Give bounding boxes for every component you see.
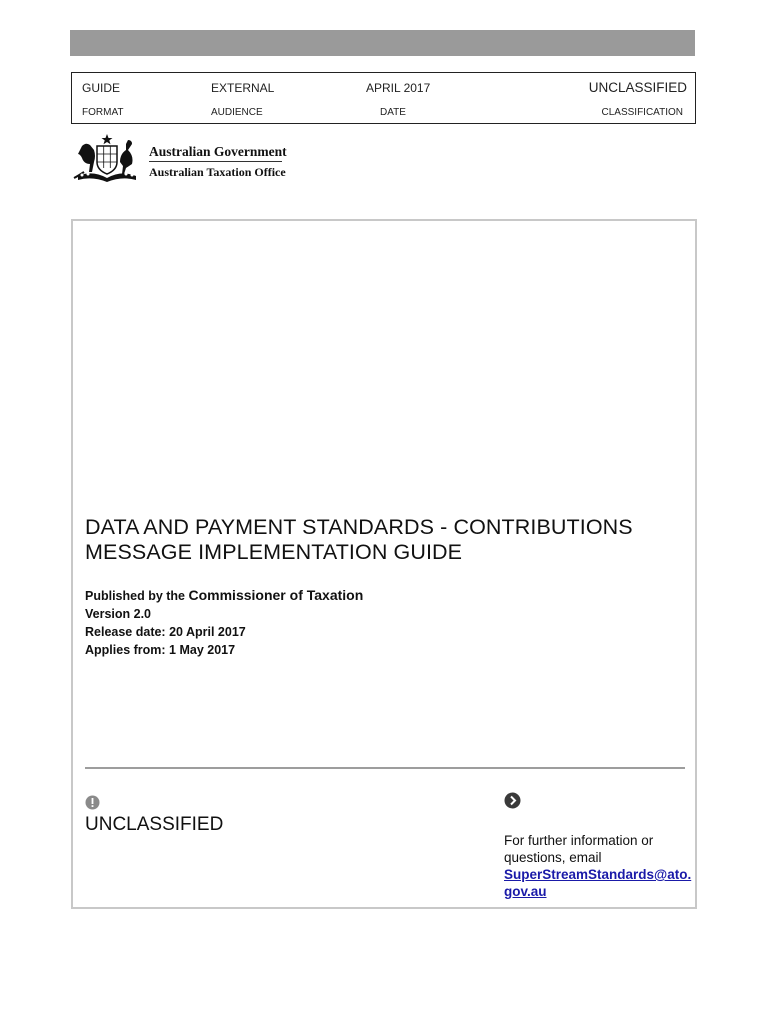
classification-value: UNCLASSIFIED [588,80,687,95]
contact-text: For further information or questions, email [504,833,654,865]
applies-from-text: Applies from: 1 May 2017 [85,643,236,657]
release-date-text: Release date: 20 April 2017 [85,625,246,639]
published-by-row [85,586,363,605]
contact-email-link[interactable] [504,867,691,899]
audience-value: EXTERNAL [211,81,275,95]
document-metadata-box [71,72,696,124]
document-title-line-2: MESSAGE IMPLEMENTATION GUIDE [85,540,463,564]
email-line-1: SuperStreamStandards@ato. [504,867,692,882]
logo-divider [149,161,282,162]
document-title [85,515,633,565]
format-label: FORMAT [82,107,124,118]
version-text: Version 2.0 [85,607,152,621]
logo-government-text: Australian Government [149,144,287,159]
footer-classification: UNCLASSIFIED [85,814,224,835]
contact-info [504,832,694,900]
date-value: APRIL 2017 [366,81,431,95]
date-label: DATE [380,107,406,118]
arrow-right-icon [504,792,521,809]
classification-label: CLASSIFICATION [601,107,683,118]
publisher-name: Commissioner of Taxation [188,587,364,603]
cover-panel [71,219,697,909]
published-prefix: Published by the [85,589,186,603]
coat-of-arms-icon [72,132,142,184]
section-divider [85,767,685,769]
warning-icon [85,795,100,810]
email-line-2: gov.au [504,884,547,899]
logo-ato-text: Australian Taxation Office [149,165,286,179]
audience-label: AUDIENCE [211,107,263,118]
document-title-line-1: DATA AND PAYMENT STANDARDS - CONTRIBUTIONS [85,515,633,539]
format-value: GUIDE [82,81,121,95]
publication-details [85,586,363,659]
australian-government-logo [72,132,287,184]
header-band [70,30,695,56]
